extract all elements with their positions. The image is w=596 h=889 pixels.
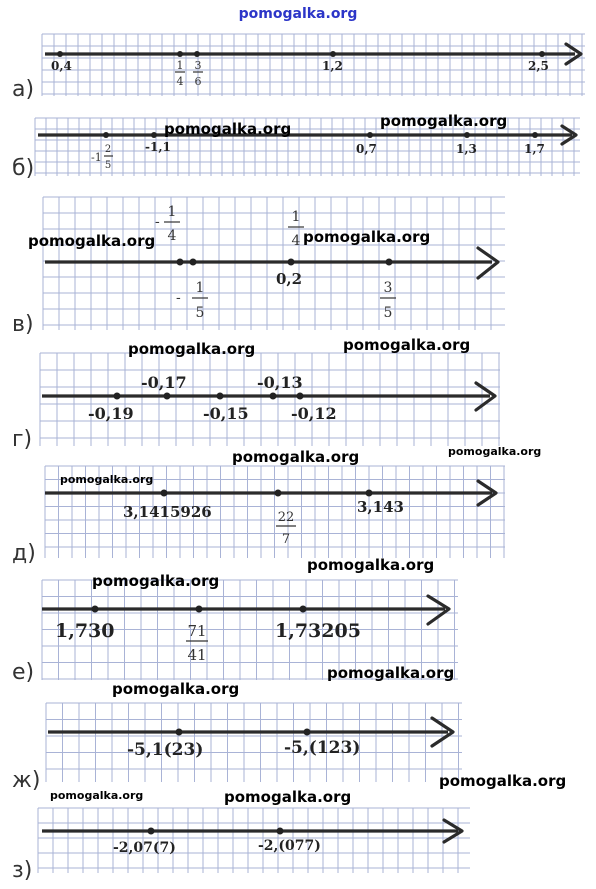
label-d-2-den: 7 [281,532,291,547]
point-a-2 [177,51,183,57]
label-d-3: 3,143 [357,498,404,516]
grid-z [38,808,470,873]
label-zh-1: -5,1(23) [127,740,204,760]
watermark: pomogalka.org [307,556,435,574]
point-g-5 [297,393,304,400]
point-b-2 [151,132,157,138]
row-label-zh: ж) [12,768,41,793]
point-z-2 [277,828,284,835]
row-g [12,353,500,452]
point-a-1 [57,51,63,57]
watermark: pomogalka.org [112,680,240,698]
label-b-3: 0,7 [356,142,377,156]
point-zh-1 [176,729,183,736]
label-a-2-den: 4 [176,75,184,88]
label-a-3-num: 3 [194,59,202,72]
point-v-4 [386,259,393,266]
label-e-2-den: 41 [187,646,207,664]
row-label-z: з) [12,858,33,883]
point-g-2 [164,393,171,400]
label-d-2-num: 22 [277,510,295,525]
watermark: pomogalka.org [28,232,156,250]
watermark: pomogalka.org [164,120,292,138]
label-g-4: -0,13 [257,373,303,392]
label-e-3: 1,73205 [275,620,361,642]
row-z [12,808,470,883]
row-label-a: а) [12,77,35,102]
label-z-1: -2,07(7) [113,840,176,856]
label-v-4: 0,2 [276,270,303,288]
label-b-1-whole: -1 [91,151,102,164]
watermark: pomogalka.org [343,336,471,354]
point-d-1 [161,490,168,497]
label-v-5-num: 3 [383,280,393,296]
label-z-2: -2,(077) [258,838,321,854]
label-v-3-num: 1 [291,209,301,225]
row-label-d: д) [12,541,36,566]
watermark: pomogalka.org [50,789,144,802]
label-d-1: 3,1415926 [123,503,212,521]
point-a-4 [330,51,336,57]
row-a [12,34,585,102]
row-label-b: б) [12,156,35,181]
label-v-1-den: 4 [167,228,177,244]
label-g-3: -0,15 [203,404,249,423]
row-label-v: в) [12,312,34,337]
label-a-2-num: 1 [176,59,184,72]
point-v-3 [288,259,295,266]
label-b-2: -1,1 [145,140,171,154]
label-a-3-den: 6 [194,75,202,88]
point-d-2 [275,490,282,497]
watermark: pomogalka.org [327,664,455,682]
row-v [12,197,505,337]
point-b-1 [103,132,109,138]
watermark: pomogalka.org [439,772,567,790]
point-b-3 [367,132,373,138]
watermark: pomogalka.org [448,445,542,458]
watermark: pomogalka.org [303,228,431,246]
watermark: pomogalka.org [92,572,220,590]
point-g-4 [270,393,277,400]
point-b-4 [464,132,470,138]
label-zh-2: -5,(123) [284,738,361,758]
label-g-2: -0,17 [141,373,187,392]
watermark: pomogalka.org [128,340,256,358]
grid-g [40,353,500,446]
label-e-1: 1,730 [55,620,115,642]
point-v-2 [190,259,197,266]
label-a-4: 1,2 [322,59,343,73]
label-v-2-sign: - [176,290,181,306]
point-zh-2 [304,729,311,736]
label-b-5: 1,7 [524,142,545,156]
label-g-5: -0,12 [291,404,337,423]
point-v-1 [177,259,184,266]
label-v-1-sign: - [155,214,160,230]
watermark: pomogalka.org [60,473,154,486]
watermark: pomogalka.org [380,112,508,130]
point-e-2 [196,606,203,613]
point-a-5 [539,51,545,57]
header-watermark: pomogalka.org [238,6,358,22]
point-g-3 [217,393,224,400]
label-b-1-den: 5 [104,160,112,171]
label-a-5: 2,5 [528,59,549,73]
watermark: pomogalka.org [224,788,352,806]
label-v-5-den: 5 [383,305,393,321]
label-b-4: 1,3 [456,142,477,156]
row-label-g: г) [12,427,33,452]
label-g-1: -0,19 [88,404,134,423]
grid-zh [46,703,462,782]
point-e-3 [300,606,307,613]
label-v-1-num: 1 [167,204,177,220]
point-g-1 [114,393,121,400]
point-e-1 [92,606,99,613]
watermark: pomogalka.org [232,448,360,466]
point-z-1 [148,828,155,835]
point-a-3 [194,51,200,57]
point-d-3 [366,490,373,497]
grid-a [42,34,585,96]
label-v-2-num: 1 [195,280,205,296]
label-v-2-den: 5 [195,305,205,321]
row-label-e: е) [12,660,35,685]
label-v-3-den: 4 [291,233,301,249]
label-a-1: 0,4 [51,59,72,73]
row-zh [12,703,462,793]
label-e-2-num: 71 [187,622,207,640]
label-b-1-num: 2 [104,144,112,155]
point-b-5 [532,132,538,138]
